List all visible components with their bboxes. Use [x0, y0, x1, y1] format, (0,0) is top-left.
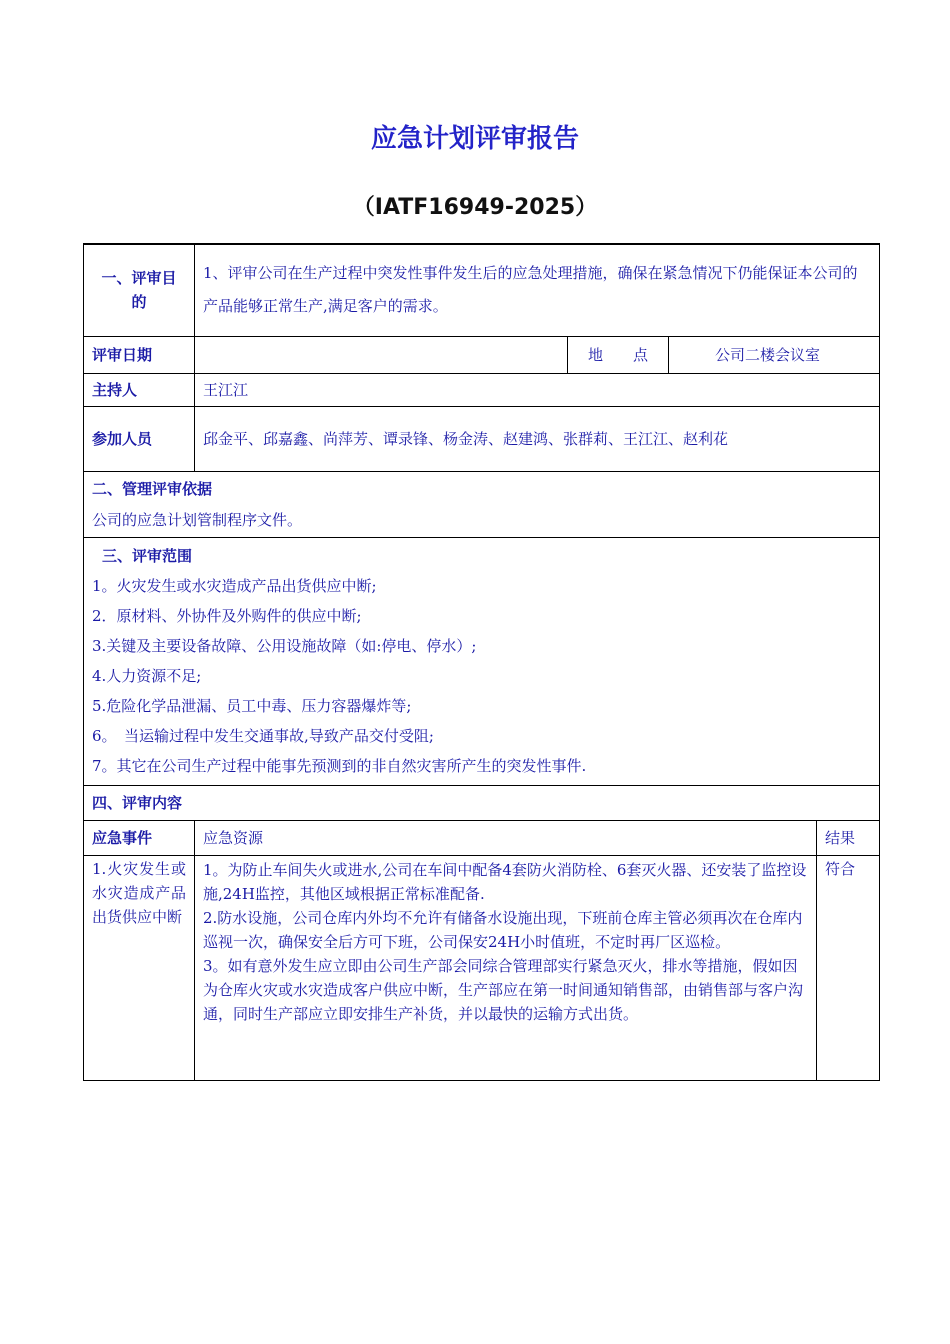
col-result-header: 结果: [817, 820, 880, 855]
host-label: 主持人: [84, 373, 195, 406]
document-subtitle: （IATF16949-2025）: [352, 195, 598, 220]
content-header-row: [84, 820, 880, 855]
basis-cell: [84, 471, 880, 537]
participants-label: 参加人员: [84, 406, 195, 471]
resource-item: 2.防水设施，公司仓库内外均不允许有储备水设施出现，下班前仓库主管必须再次在仓库内巡视一次，确保安全后方可下班，公司保安24H小时值班，不定时再厂区巡检。: [203, 908, 803, 951]
basis-heading: 二、管理评审依据: [92, 480, 213, 498]
scope-heading: 三、评审范围: [102, 547, 193, 565]
participants-value: 邱金平、邱嘉鑫、尚萍芳、谭录锋、杨金涛、赵建鸿、张群莉、王江江、赵利花: [195, 406, 880, 471]
scope-item: 6。 当运输过程中发生交通事故,导致产品交付受阻;: [92, 727, 434, 745]
location-label: 地 点: [568, 336, 669, 373]
purpose-label-line2: 的: [131, 293, 147, 312]
review-report-table: [83, 243, 880, 1081]
scope-cell: [84, 537, 880, 785]
scope-item: 2．原材料、外协件及外购件的供应中断;: [92, 607, 362, 625]
scope-item: 1。火灾发生或水灾造成产品出货供应中断;: [92, 577, 377, 595]
resource-cell: [195, 855, 817, 1080]
review-date-label: 评审日期: [84, 336, 195, 373]
basis-text: 公司的应急计划管制程序文件。: [92, 511, 303, 529]
scope-item: 7。其它在公司生产过程中能事先预测到的非自然灾害所产生的突发性事件.: [92, 757, 587, 775]
purpose-label: [84, 244, 195, 336]
purpose-text: 1、评审公司在生产过程中突发性事件发生后的应急处理措施，确保在紧急情况下仍能保证本公司的产品能够正常生产,满足客户的需求。: [195, 244, 880, 336]
col-resource-header: 应急资源: [195, 820, 817, 855]
scope-item: 4.人力资源不足;: [92, 667, 202, 685]
scope-item: 5.危险化学品泄漏、员工中毒、压力容器爆炸等;: [92, 697, 412, 715]
location-value: 公司二楼会议室: [669, 336, 880, 373]
participants-row: [84, 406, 880, 471]
resource-item: 1。为防止车间失火或进水,公司在车间中配备4套防火消防栓、6套灭火器、还安装了监控设施,24H监控，其他区域根据正常标准配备.: [203, 860, 807, 903]
event-cell: 1.火灾发生或水灾造成产品出货供应中断: [84, 855, 195, 1080]
review-date-value: [195, 336, 568, 373]
review-date-row: [84, 336, 880, 373]
scope-row: [84, 537, 880, 785]
host-row: [84, 373, 880, 406]
content-heading-row: [84, 785, 880, 820]
resource-item: 3。如有意外发生应立即由公司生产部会同综合管理部实行紧急灭火，排水等措施，假如因为仓库火灾或水灾造成客户供应中断，生产部应在第一时间通知销售部，由销售部与客户沟通，同时生产部应立即安排生产补货，并以最快的运输方式出货。: [203, 956, 804, 1023]
result-cell: 符合: [817, 855, 880, 1080]
scope-item: 3.关键及主要设备故障、公用设施故障（如:停电、停水）;: [92, 637, 477, 655]
table-row: [84, 855, 880, 1080]
purpose-label-line1: 一、评审目: [101, 269, 177, 288]
basis-row: [84, 471, 880, 537]
document-title: 应急计划评审报告: [370, 124, 579, 154]
content-heading: 四、评审内容: [84, 785, 880, 820]
host-value: 王江江: [195, 373, 880, 406]
col-event-header: 应急事件: [84, 820, 195, 855]
purpose-row: [84, 244, 880, 336]
